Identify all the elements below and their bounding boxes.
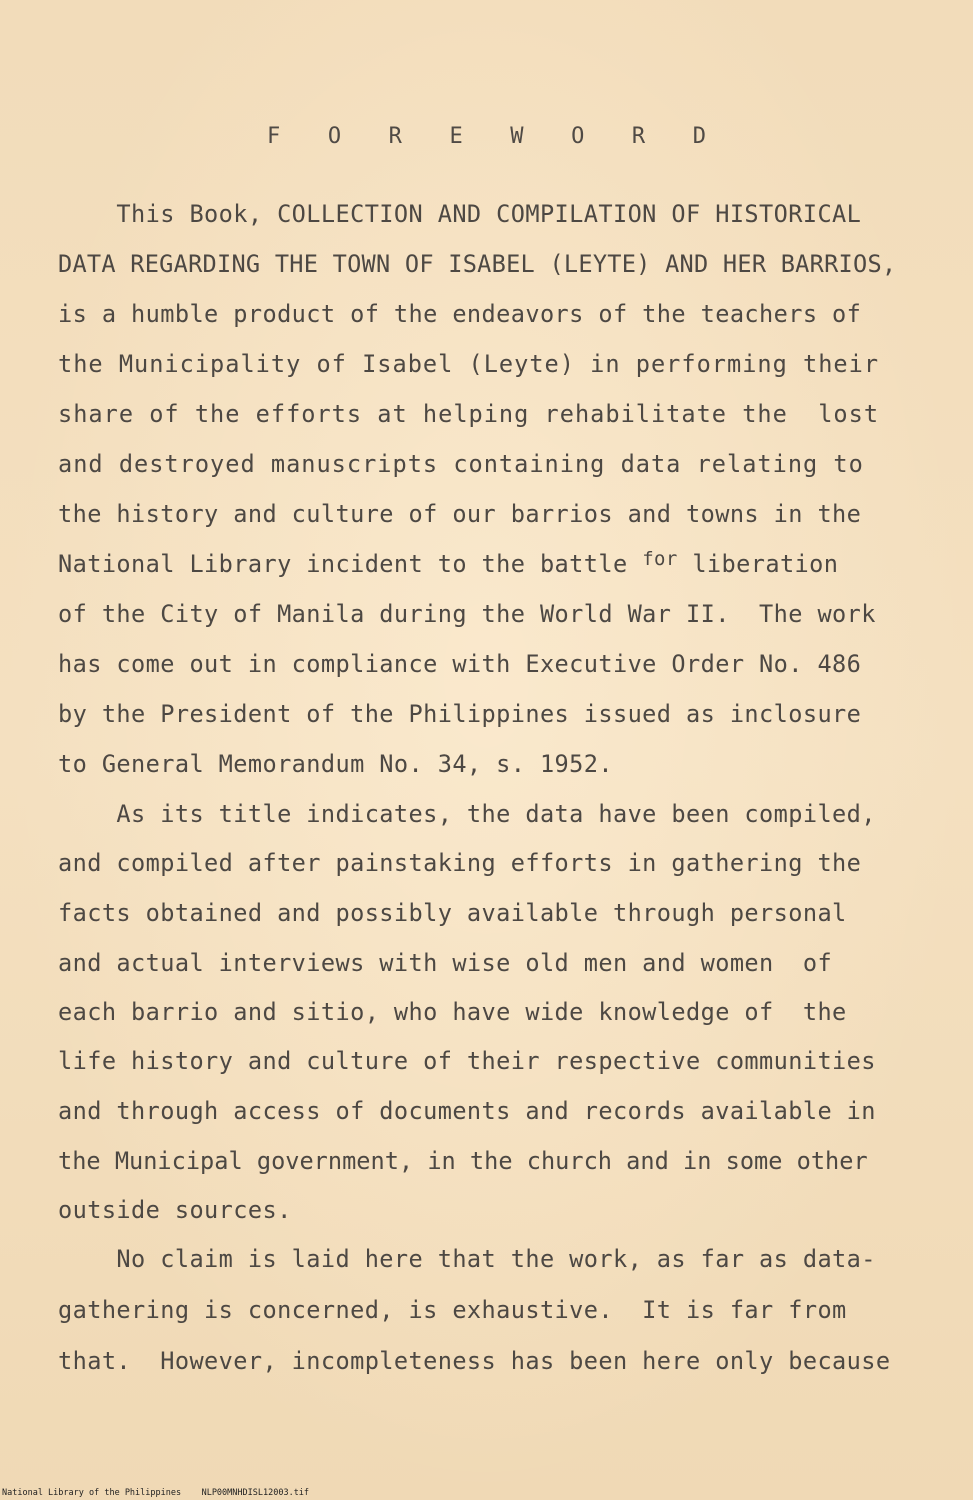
text-line: to General Memorandum No. 34, s. 1952. [58, 750, 613, 778]
text-line: DATA REGARDING THE TOWN OF ISABEL (LEYTE) AND HER BARRIOS, [58, 250, 897, 278]
text-line: As its title indicates, the data have been compiled, [58, 800, 876, 828]
text-line: gathering is concerned, is exhaustive. It is far from [58, 1296, 847, 1324]
text-line: has come out in compliance with Executive Order No. 486 [58, 650, 862, 678]
text-line: the Municipal government, in the church and in some other [58, 1147, 868, 1175]
text-line: each barrio and sitio, who have wide knowledge of the [58, 998, 847, 1026]
text-line [58, 549, 838, 581]
text-line: life history and culture of their respective communities [58, 1047, 876, 1075]
page-title: F O R E W O R D [267, 124, 724, 149]
superscript-insertion: for [642, 548, 678, 570]
text-line: facts obtained and possibly available through personal [58, 899, 847, 927]
text-line: that. However, incompleteness has been here only because [58, 1347, 891, 1375]
text-line: share of the efforts at helping rehabilitate the lost [58, 400, 880, 428]
text-line: the Municipality of Isabel (Leyte) in performing their [58, 350, 880, 378]
text-line: and actual interviews with wise old men and women of [58, 949, 833, 977]
text-line: and destroyed manuscripts containing data relating to [58, 450, 864, 478]
text-line: outside sources. [58, 1196, 292, 1224]
text-segment: National Library incident to the battle [58, 550, 643, 578]
text-line: This Book, COLLECTION AND COMPILATION OF HISTORICAL [58, 200, 862, 228]
text-segment: liberation [677, 550, 839, 578]
scan-footer: National Library of the Philippines NLP00MNHDISL12003.tif [2, 1488, 310, 1498]
text-line: and compiled after painstaking efforts in gathering the [58, 849, 862, 877]
text-line: the history and culture of our barrios and towns in the [58, 500, 862, 528]
text-line: and through access of documents and records available in [58, 1097, 876, 1125]
text-line: is a humble product of the endeavors of the teachers of [58, 300, 862, 328]
text-line: of the City of Manila during the World War II. The work [58, 600, 876, 628]
text-line: by the President of the Philippines issued as inclosure [58, 700, 862, 728]
text-line: No claim is laid here that the work, as far as data- [58, 1245, 876, 1273]
